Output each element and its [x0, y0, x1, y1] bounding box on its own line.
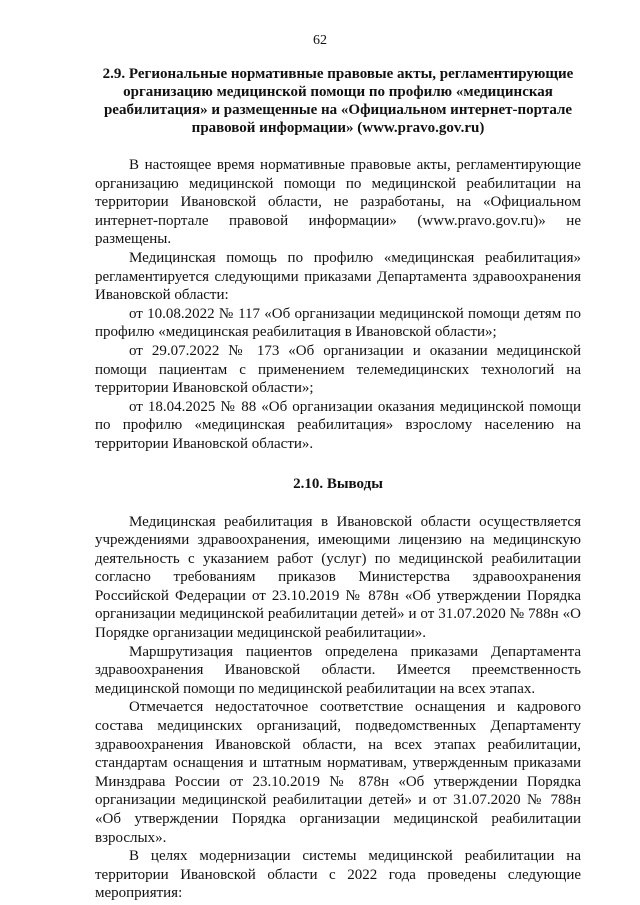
section-2-10-heading: 2.10. Выводы [293, 475, 383, 492]
document-body [95, 65, 581, 903]
section-2-9-heading: 2.9. Региональные нормативные правовые акты, регламентирующие организацию медицинской помощи по профилю «медицинская реабилитация» и размещенные на «Официальном интернет-портале правовой информации» (www.pravo.gov.ru) [102, 66, 574, 136]
paragraph-modernization-measures: В целях модернизации системы медицинской реабилитации на территории Ивановской области с 2022 года проведены следующие мероприятия: [95, 848, 581, 902]
paragraph-order-88: от 18.04.2025 № 88 «Об организации оказания медицинской помощи по профилю «медицинская реабилитация» взрослому населению на территории Ивановской области». [95, 398, 581, 452]
section-2-9-body [95, 156, 581, 454]
paragraph-equipment-shortfall: Отмечается недостаточное соответствие оснащения и кадрового состава медицинских организаций, подведомственных Департаменту здравоохранения Ивановской области, на всех этапах реабилитации, стандартам оснащения и штатным нормативам, утвержденным приказами Минздрава России от 23.10.2019 № 878н «Об утверждении Порядка организации медицинской реабилитации детей» и от 31.07.2020 № 788н «Об утверждении Порядка организации медицинской реабилитации взрослых». [95, 699, 581, 846]
page-number: 62 [313, 33, 327, 48]
paragraph-acts-not-developed: В настоящее время нормативные правовые акты, регламентирующие организацию медицинской помощи по медицинской реабилитации на территории Ивановской области, не разработаны, на «Официальном интернет-портале правовой информации» (www.pravo.gov.ru)» не размещены. [95, 157, 581, 248]
paragraph-rehabilitation-institutions: Медицинская реабилитация в Ивановской области осуществляется учреждениями здравоохранения, имеющими лицензию на медицинскую деятельность с указанием работ (услуг) по медицинской реабилитации согласно требованиям приказов Министерства здравоохранения Российской Федерации от 23.10.2019 № 878н «Об утверждении Порядка организации медицинской реабилитации детей» и от 31.07.2020 № 788н «О Порядке организации медицинской реабилитации». [95, 513, 581, 642]
paragraph-patient-routing: Маршрутизация пациентов определена приказами Департамента здравоохранения Ивановской области. Имеется преемственность медицинской помощи по медицинской реабилитации на всех этапах. [95, 643, 581, 697]
paragraph-order-117: от 10.08.2022 № 117 «Об организации медицинской помощи детям по профилю «медицинская реабилитация в Ивановской области»; [95, 305, 581, 341]
section-2-10-body [95, 513, 581, 903]
paragraph-regulating-orders-intro: Медицинская помощь по профилю «медицинская реабилитация» регламентируется следующими приказами Департамента здравоохранения Ивановской области: [95, 249, 581, 304]
paragraph-order-173: от 29.07.2022 № 173 «Об организации и оказании медицинской помощи пациентам с применением телемедицинских технологий на территории Ивановской области»; [95, 342, 581, 397]
